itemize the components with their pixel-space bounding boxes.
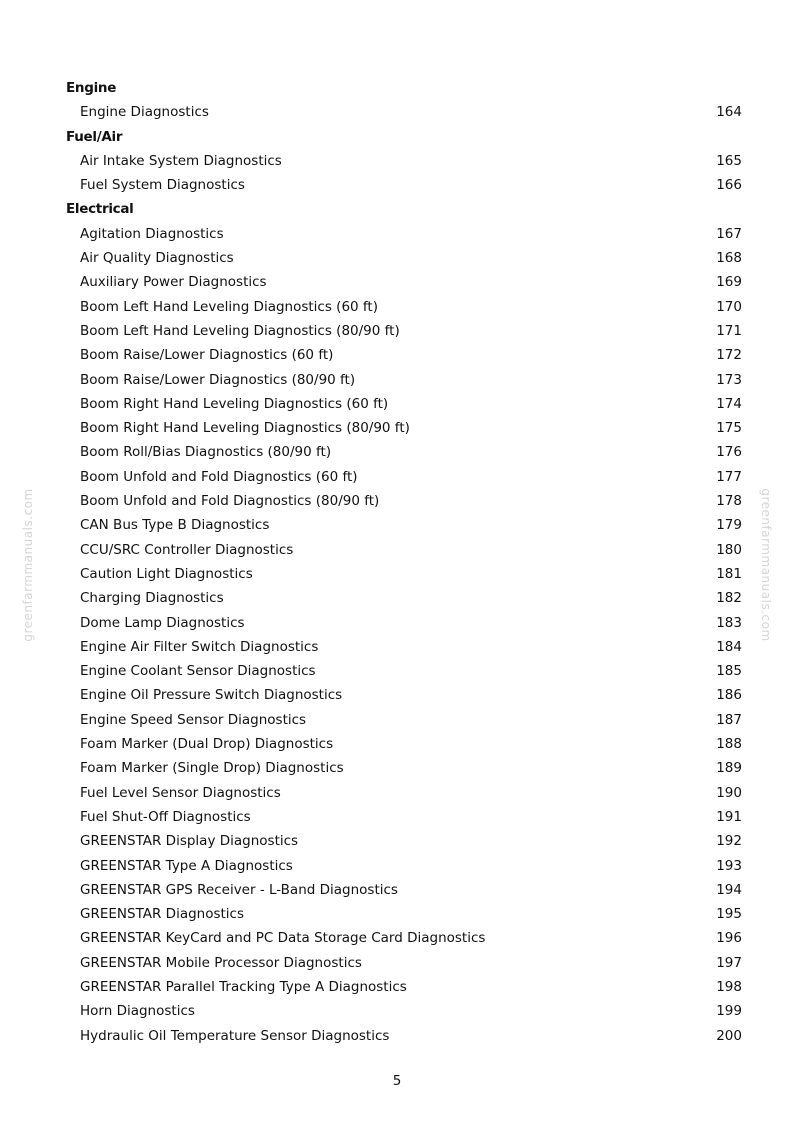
toc-entry[interactable]	[0, 805, 794, 829]
toc-entry-page: 184	[716, 638, 742, 655]
toc-entry-page: 195	[716, 906, 742, 923]
toc-entry-page: 174	[716, 395, 742, 412]
toc-entry-title: Foam Marker (Single Drop) Diagnostics	[80, 760, 344, 777]
toc-entry-title: Boom Roll/Bias Diagnostics (80/90 ft)	[80, 444, 332, 461]
toc-entry[interactable]	[0, 246, 794, 270]
toc-entry[interactable]	[0, 489, 794, 513]
toc-entry[interactable]	[0, 829, 794, 853]
toc-entry[interactable]	[0, 611, 794, 635]
toc-entry-title: Fuel System Diagnostics	[80, 177, 245, 194]
toc-entry[interactable]	[0, 222, 794, 246]
toc-entry-title: GREENSTAR GPS Receiver - L-Band Diagnostics	[80, 881, 398, 898]
toc-entry-title: Charging Diagnostics	[80, 590, 224, 607]
toc-entry-page: 196	[716, 930, 742, 947]
toc-entry-title: GREENSTAR Parallel Tracking Type A Diagnostics	[80, 978, 407, 995]
toc-entry[interactable]	[0, 343, 794, 367]
toc-entry[interactable]	[0, 999, 794, 1023]
toc-entry[interactable]	[0, 513, 794, 537]
toc-entry-title: GREENSTAR KeyCard and PC Data Storage Card Diagnostics	[80, 930, 486, 947]
toc-entry-title: Boom Right Hand Leveling Diagnostics (60 ft)	[80, 395, 389, 412]
toc-entry-page: 197	[716, 954, 742, 971]
toc-entry-title: Dome Lamp Diagnostics	[80, 614, 245, 631]
toc-entry-page: 185	[716, 663, 742, 680]
toc-entry[interactable]	[0, 878, 794, 902]
toc-entry-title: Auxiliary Power Diagnostics	[80, 274, 267, 291]
toc-entry-page: 179	[716, 517, 742, 534]
toc-entry-page: 165	[716, 152, 742, 169]
toc-entry-title: CCU/SRC Controller Diagnostics	[80, 541, 294, 558]
page-number: 5	[392, 1073, 402, 1089]
toc-entry[interactable]	[0, 465, 794, 489]
toc-entry-title: Engine Diagnostics	[80, 104, 209, 121]
toc-entry-page: 190	[716, 784, 742, 801]
toc-entry-page: 183	[716, 614, 742, 631]
toc-entry-title: Fuel Shut-Off Diagnostics	[80, 808, 251, 825]
toc-entry[interactable]	[0, 173, 794, 197]
toc-entry[interactable]	[0, 708, 794, 732]
toc-entry[interactable]	[0, 781, 794, 805]
toc-entry-page: 198	[716, 978, 742, 995]
toc-entry-page: 170	[716, 298, 742, 315]
toc-entry[interactable]	[0, 100, 794, 124]
toc-entry-page: 182	[716, 590, 742, 607]
toc-entry[interactable]	[0, 926, 794, 950]
toc-entry[interactable]	[0, 951, 794, 975]
toc-entry-title: Boom Right Hand Leveling Diagnostics (80/90 ft)	[80, 420, 410, 437]
toc-entry-page: 199	[716, 1003, 742, 1020]
toc-entry[interactable]	[0, 392, 794, 416]
toc-entry-page: 186	[716, 687, 742, 704]
toc-entry[interactable]	[0, 440, 794, 464]
toc-entry-title: Fuel Level Sensor Diagnostics	[80, 784, 281, 801]
toc-entry-title: Boom Raise/Lower Diagnostics (60 ft)	[80, 347, 334, 364]
watermark-right: greenfarmmanuals.com	[759, 488, 773, 642]
toc-entry-page: 172	[716, 347, 742, 364]
toc-entry-title: Boom Left Hand Leveling Diagnostics (60 ft)	[80, 298, 378, 315]
toc-entry-title: Boom Raise/Lower Diagnostics (80/90 ft)	[80, 371, 356, 388]
toc-entry-title: CAN Bus Type B Diagnostics	[80, 517, 270, 534]
toc-entry-title: GREENSTAR Type A Diagnostics	[80, 857, 293, 874]
toc-entry[interactable]	[0, 538, 794, 562]
toc-entry-title: Engine Coolant Sensor Diagnostics	[80, 663, 316, 680]
toc-entry[interactable]	[0, 902, 794, 926]
toc-entry[interactable]	[0, 732, 794, 756]
toc-entry[interactable]	[0, 270, 794, 294]
toc-entry-title: Air Quality Diagnostics	[80, 250, 234, 267]
toc-entry-page: 173	[716, 371, 742, 388]
toc-entry-page: 193	[716, 857, 742, 874]
toc-entry[interactable]	[0, 854, 794, 878]
toc-entry-page: 176	[716, 444, 742, 461]
toc-entry-page: 181	[716, 565, 742, 582]
toc-entry-title: Engine Oil Pressure Switch Diagnostics	[80, 687, 343, 704]
toc-entry[interactable]	[0, 1024, 794, 1048]
toc-entry[interactable]	[0, 635, 794, 659]
toc-entry-page: 194	[716, 881, 742, 898]
toc-entry-page: 169	[716, 274, 742, 291]
toc-entry[interactable]	[0, 659, 794, 683]
toc-entry-page: 191	[716, 808, 742, 825]
toc-entry-title: GREENSTAR Display Diagnostics	[80, 833, 299, 850]
toc-entry[interactable]	[0, 562, 794, 586]
toc-entry-page: 166	[716, 177, 742, 194]
toc-entry-page: 175	[716, 420, 742, 437]
toc-entry-page: 189	[716, 760, 742, 777]
toc-entry-title: Boom Left Hand Leveling Diagnostics (80/90 ft)	[80, 322, 400, 339]
toc-entry-page: 168	[716, 250, 742, 267]
toc-entry-title: Boom Unfold and Fold Diagnostics (60 ft)	[80, 468, 358, 485]
toc-entry[interactable]	[0, 295, 794, 319]
toc-entry-page: 200	[716, 1027, 742, 1044]
toc-entry-title: Foam Marker (Dual Drop) Diagnostics	[80, 736, 334, 753]
toc-entry[interactable]	[0, 756, 794, 780]
toc-entry-page: 188	[716, 736, 742, 753]
section-heading: Fuel/Air	[66, 128, 123, 145]
toc-entry-title: Boom Unfold and Fold Diagnostics (80/90 ft)	[80, 493, 380, 510]
toc-entry-page: 171	[716, 322, 742, 339]
toc-entry[interactable]	[0, 149, 794, 173]
toc-entry[interactable]	[0, 683, 794, 707]
toc-entry-title: Engine Speed Sensor Diagnostics	[80, 711, 307, 728]
section-heading: Engine	[66, 80, 117, 96]
toc-entry-page: 180	[716, 541, 742, 558]
toc-entry-title: Air Intake System Diagnostics	[80, 152, 282, 169]
toc-entry-page: 177	[716, 468, 742, 485]
toc-entry[interactable]	[0, 586, 794, 610]
toc-entry[interactable]	[0, 368, 794, 392]
section-heading: Electrical	[66, 201, 134, 218]
toc-entry-page: 187	[716, 711, 742, 728]
watermark-left: greenfarmmanuals.com	[21, 488, 35, 642]
toc-entry[interactable]	[0, 319, 794, 343]
toc-entry-title: GREENSTAR Mobile Processor Diagnostics	[80, 954, 362, 971]
toc-entry-title: Caution Light Diagnostics	[80, 565, 253, 582]
toc-entry-title: Agitation Diagnostics	[80, 225, 224, 242]
toc-entry-page: 164	[716, 104, 742, 121]
toc-entry-title: GREENSTAR Diagnostics	[80, 906, 245, 923]
toc-entry-title: Horn Diagnostics	[80, 1003, 195, 1020]
toc-entry-page: 192	[716, 833, 742, 850]
toc-entry-page: 178	[716, 493, 742, 510]
toc-entry-title: Hydraulic Oil Temperature Sensor Diagnostics	[80, 1027, 390, 1044]
table-of-contents	[0, 76, 794, 1048]
toc-entry[interactable]	[0, 416, 794, 440]
toc-entry-page: 167	[716, 225, 742, 242]
toc-entry-title: Engine Air Filter Switch Diagnostics	[80, 638, 319, 655]
toc-entry[interactable]	[0, 975, 794, 999]
